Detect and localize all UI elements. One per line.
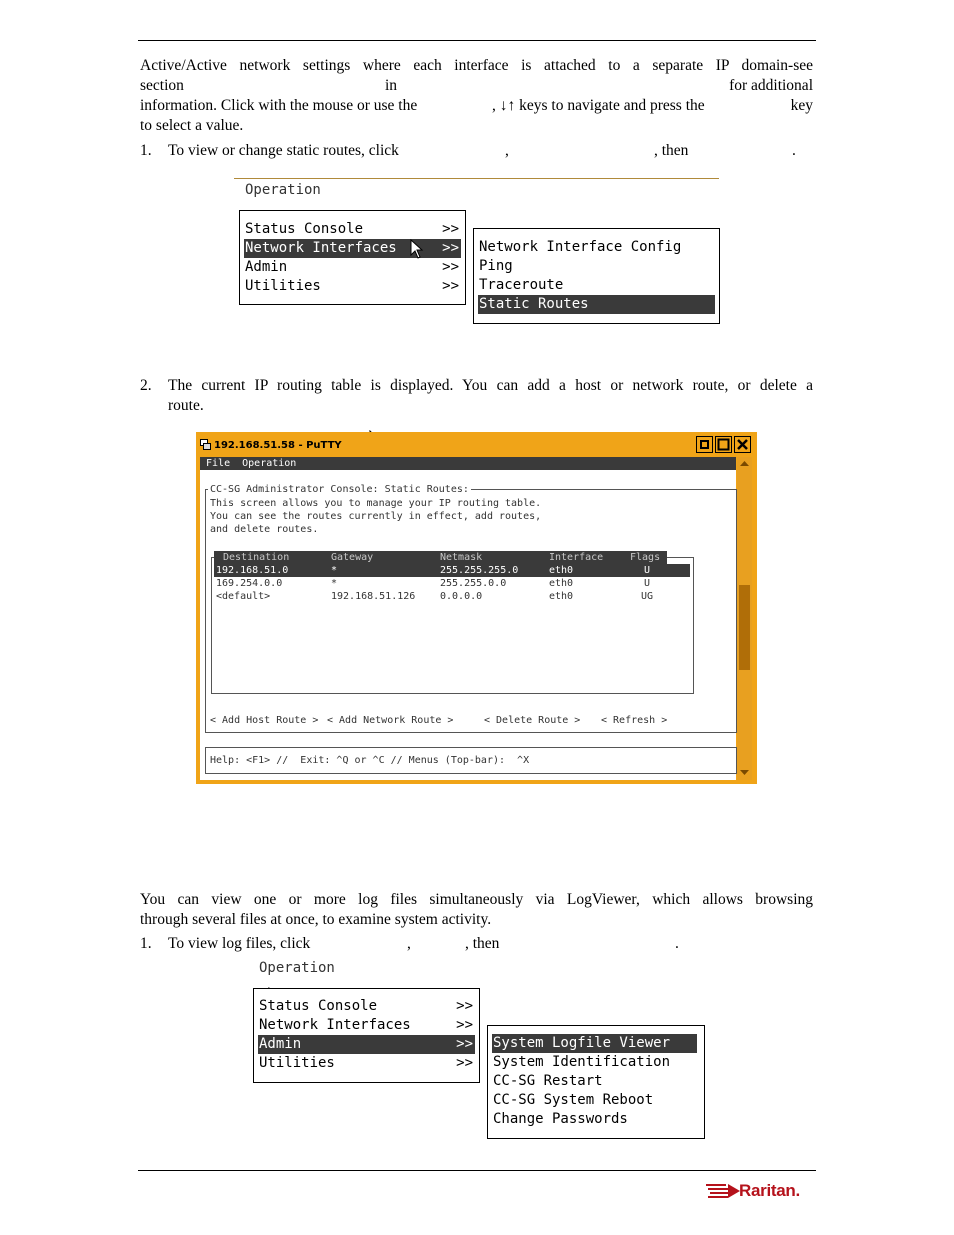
step2-line-1: The current IP routing table is displayed. You can add a host or network route, or delete a	[168, 377, 813, 394]
menu-item-utilities[interactable]: Utilities >>	[259, 1055, 473, 1071]
intro-line-2-b: in	[385, 77, 398, 94]
step-number: 2.	[140, 377, 152, 394]
row2-interface: eth0	[549, 578, 574, 589]
intro-line-3-c: key	[790, 97, 813, 114]
menu-item-admin[interactable]: Admin >>	[245, 259, 459, 275]
col-interface: Interface	[549, 552, 604, 563]
help-text: Help: <F1> // Exit: ^Q or ^C // Menus (Top-bar): ^X	[210, 755, 530, 766]
scroll-down-icon[interactable]	[740, 769, 749, 776]
close-icon	[735, 437, 750, 452]
submenu-item-network-interface-config[interactable]: Network Interface Config	[479, 239, 682, 255]
row1-interface: eth0	[549, 565, 574, 576]
menu-item-admin[interactable]: Admin >>	[259, 1036, 473, 1052]
step1-text-d: .	[792, 142, 796, 159]
row2-netmask: 255.255.0.0	[440, 578, 507, 589]
close-button[interactable]	[734, 436, 751, 453]
row2-gateway: *	[331, 578, 338, 589]
menu-item-status-console[interactable]: Status Console >>	[259, 998, 473, 1014]
step3-text-c: , then	[465, 935, 500, 952]
row3-gateway: 192.168.51.126	[331, 591, 416, 602]
row1-flags: U	[644, 565, 651, 576]
submenu-item-change-passwords[interactable]: Change Passwords	[493, 1111, 628, 1127]
col-destination: Destination	[223, 552, 290, 563]
intro-line-3-b: , ↓↑ keys to navigate and press the	[492, 97, 705, 114]
step3-text-d: .	[675, 935, 679, 952]
col-netmask: Netmask	[440, 552, 483, 563]
scrollbar-thumb[interactable]	[739, 585, 750, 670]
row3-interface: eth0	[549, 591, 574, 602]
submenu-item-ping[interactable]: Ping	[479, 258, 513, 274]
operation-menu	[239, 210, 466, 305]
panel-desc-line-1: This screen allows you to manage your IP routing table.	[210, 498, 542, 509]
submenu-item-system-identification[interactable]: System Identification	[493, 1054, 671, 1070]
window-title: 192.168.51.58 - PuTTY	[214, 440, 342, 451]
row1-gateway: *	[331, 565, 338, 576]
row3-flags: UG	[641, 591, 654, 602]
submenu-item-system-logfile-viewer[interactable]: System Logfile Viewer	[492, 1034, 697, 1053]
row3-destination[interactable]: <default>	[216, 591, 271, 602]
mouse-cursor-icon	[410, 239, 424, 259]
step1-text-a: To view or change static routes, click	[168, 142, 399, 159]
row2-destination[interactable]: 169.254.0.0	[216, 578, 283, 589]
menu-item-network-interfaces[interactable]: Network Interfaces >>	[259, 1017, 473, 1033]
panel-desc-line-3: and delete routes.	[210, 524, 319, 535]
network-submenu	[473, 228, 720, 324]
scroll-up-icon[interactable]	[740, 460, 749, 467]
intro-line-1: Active/Active network settings where each interface is attached to a separate IP domain-see	[140, 57, 813, 74]
submenu-item-ccsg-system-reboot[interactable]: CC-SG System Reboot	[493, 1092, 654, 1108]
row1-netmask: 255.255.255.0	[440, 565, 519, 576]
minimize-icon	[697, 437, 712, 452]
row2-flags: U	[644, 578, 651, 589]
row1-destination: 192.168.51.0	[216, 565, 289, 576]
add-network-route-button[interactable]: < Add Network Route >	[327, 715, 454, 726]
raritan-logo	[706, 1180, 810, 1202]
submenu-item-static-routes[interactable]: Static Routes	[478, 295, 715, 314]
row3-netmask: 0.0.0.0	[440, 591, 483, 602]
menu-top-rule	[234, 178, 719, 179]
menu-item-network-interfaces[interactable]: Network Interfaces >>	[245, 240, 459, 256]
operation-menu-title[interactable]: Operation	[245, 182, 321, 198]
submenu-item-ccsg-restart[interactable]: CC-SG Restart	[493, 1073, 603, 1089]
step1-text-c: , then	[654, 142, 689, 159]
scrollbar[interactable]	[737, 457, 752, 780]
operation-menu	[253, 988, 480, 1083]
terminal-area[interactable]	[200, 457, 736, 780]
add-host-route-button[interactable]: < Add Host Route >	[210, 715, 319, 726]
logs-para-line-1: You can view one or more log files simultaneously via LogViewer, which allows browsing	[140, 891, 813, 908]
step-number: 1.	[140, 935, 152, 952]
header-rule	[138, 40, 816, 41]
intro-line-2-a: section	[140, 77, 184, 94]
step1-text-b: ,	[505, 142, 509, 159]
intro-line-2-c: for additional	[729, 77, 813, 94]
operation-menu-title[interactable]: Operation	[259, 960, 335, 976]
submenu-item-traceroute[interactable]: Traceroute	[479, 277, 564, 293]
panel-title: CC-SG Administrator Console: Static Routes:	[210, 484, 469, 495]
refresh-button[interactable]: < Refresh >	[601, 715, 668, 726]
footer-rule	[138, 1170, 816, 1171]
step2-line-2: route.	[168, 397, 204, 414]
panel-desc-line-2: You can see the routes currently in effect, add routes,	[210, 511, 542, 522]
maximize-icon	[716, 437, 731, 452]
minimize-button[interactable]	[696, 436, 713, 453]
intro-line-3-a: information. Click with the mouse or use the	[140, 97, 418, 114]
admin-submenu	[487, 1025, 705, 1139]
raritan-logo-text: Raritan.	[739, 1181, 800, 1200]
col-gateway: Gateway	[331, 552, 374, 563]
menu-item-status-console[interactable]: Status Console >>	[245, 221, 459, 237]
step-number: 1.	[140, 142, 152, 159]
delete-route-button[interactable]: < Delete Route >	[484, 715, 581, 726]
terminal-menubar[interactable]: File Operation	[200, 457, 736, 470]
menu-item-utilities[interactable]: Utilities >>	[245, 278, 459, 294]
col-flags: Flags	[630, 552, 661, 563]
step3-text-b: ,	[407, 935, 411, 952]
putty-window	[196, 432, 757, 784]
step3-text-a: To view log files, click	[168, 935, 311, 952]
logs-para-line-2: through several files at once, to examine system activity.	[140, 911, 492, 928]
maximize-button[interactable]	[715, 436, 732, 453]
raritan-logo-mark-icon	[706, 1182, 742, 1200]
intro-line-4: to select a value.	[140, 117, 244, 134]
